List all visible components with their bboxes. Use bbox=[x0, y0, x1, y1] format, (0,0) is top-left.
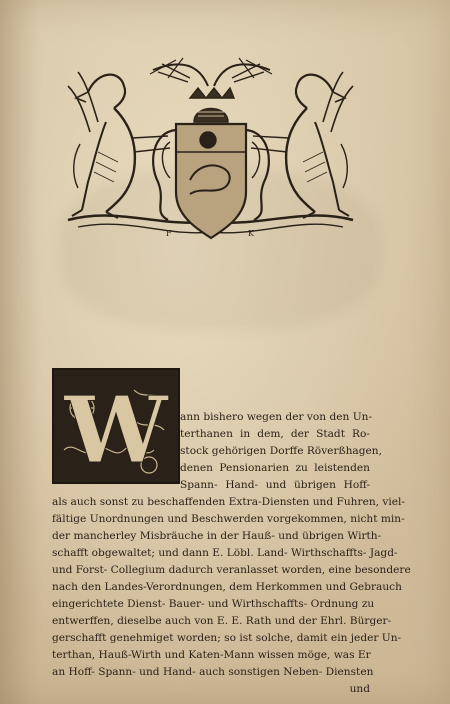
text-line-12: eingerichtete Dienst- Bauer- und Wirthschaffts- Ordnung zu bbox=[52, 598, 375, 610]
coat-of-arms-woodcut bbox=[58, 52, 363, 247]
text-line-11: nach den Landes-Verordnungen, dem Herkommen und Gebrauch bbox=[52, 581, 402, 593]
text-line-7: fältige Unordnungen und Beschwerden vorgekommen, nicht min- bbox=[52, 513, 405, 525]
crest-initial-right: K bbox=[248, 229, 254, 238]
text-line-16: an Hoff- Spann- und Hand- auch sonstigen Neben- Diensten bbox=[52, 666, 374, 678]
text-line-6: als auch sonst zu beschaffenden Extra-Diensten und Fuhren, viel- bbox=[52, 496, 406, 508]
text-line-14: gerschafft genehmiget worden; so ist solche, damit ein jeder Un- bbox=[52, 632, 402, 644]
spine-shadow bbox=[0, 0, 40, 704]
text-line-1: ann bishero wegen der von den Un- bbox=[180, 411, 373, 423]
decorated-initial-block bbox=[52, 368, 180, 484]
initial-letter: W bbox=[64, 376, 168, 482]
text-line-9: schafft obgewaltet; und dann E. Löbl. Land- Wirthschaffts- Jagd- bbox=[52, 547, 398, 559]
text-line-3: stock gehörigen Dorffe Röverßhagen, bbox=[180, 445, 382, 457]
text-line-15: terthan, Hauß-Wirth und Katen-Mann wissen möge, was Er bbox=[52, 649, 371, 661]
text-line-8: der mancherley Misbräuche in der Hauß- und übrigen Wirth- bbox=[52, 530, 382, 542]
text-line-17: und bbox=[349, 683, 370, 695]
text-line-5: Spann- Hand- und übrigen Hoff- bbox=[180, 479, 370, 491]
text-line-2: terthanen in dem, der Stadt Ro- bbox=[180, 428, 370, 440]
text-line-10: und Forst- Collegium dadurch veranlasset worden, eine besondere bbox=[52, 564, 411, 576]
crest-initial-left: F bbox=[166, 229, 172, 238]
text-line-4: denen Pensionarien zu leistenden bbox=[180, 462, 370, 474]
text-line-13: entwerffen, dieselbe auch von E. E. Rath und der Ehrl. Bürger- bbox=[52, 615, 392, 627]
